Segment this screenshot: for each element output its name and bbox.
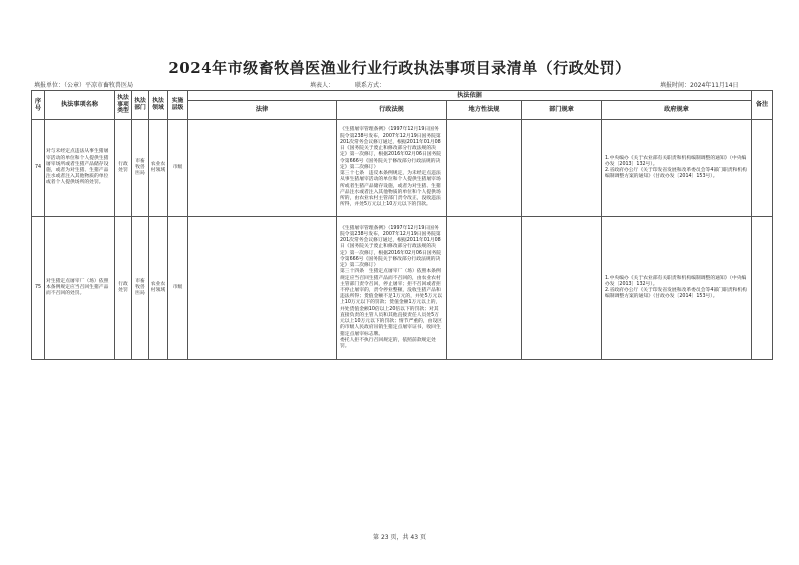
- admin-reg-article: 第三十七条 违反本条例规定，为未经定点违法从事生猪屠宰活动的单位和个人提供生猪屠宰场所或者生猪产品储存设施，或者为对生猪、生猪产品注水或者注入其他物质的单位和个人提供场所的，由农业农村主管部门责令改正，没收违法所得，并处5万元以上10万元以下的罚款。: [340, 171, 441, 208]
- row-remark: [752, 120, 773, 217]
- row-gov-rule: [602, 120, 752, 217]
- page-number: 第 23 页，共 43 页: [373, 534, 426, 541]
- admin-reg-note: 委托人拒不执行召回规定的，依照前款规定处罚。: [340, 337, 436, 350]
- header-gov-rule: 政府规章: [602, 101, 752, 120]
- header-local-reg: 地方性法规: [447, 101, 522, 120]
- report-date: 填报时间：2024年11月14日: [660, 82, 739, 89]
- row-name: 对生猪定点屠宰厂（场）依照本条例规定应当召回生猪产品而不召回的处罚。: [45, 217, 115, 360]
- admin-reg-source: 《生猪屠宰管理条例》（1997年12月19日国务院令第238号发布，2007年12月19日国务院第201次常务会议修订通过，根据2011年01月08日《国务院关于废止和修改部分行政法规的决定》第一次修订，根据2016年02月06日国务院令第666号《国务院关于修改部分行政法规的决定》第二次修订）: [340, 225, 442, 269]
- gov-rule-item: 2.省政府办公厅《关于印发省发展和改革委员会等4部门职责和机构编制调整方案的通知》（甘政办发〔2014〕153号）。: [605, 168, 747, 180]
- row-dept-rule: [522, 217, 602, 360]
- header-remark: 备注: [752, 91, 773, 120]
- contact-label: 联系方式：: [355, 82, 386, 89]
- enforcement-table: [31, 90, 773, 360]
- header-basis: 执法依据: [188, 91, 752, 101]
- filler-label: 填表人：: [310, 82, 335, 89]
- row-local-reg: [447, 217, 522, 360]
- header-dept: 执法部门: [132, 91, 149, 120]
- gov-rule-item: 2.省政府办公厅《关于印发省发展和改革委员会等4部门职责和机构编制调整方案的通知》（甘政办发〔2014〕153号）。: [605, 288, 747, 300]
- row-law: [188, 120, 337, 217]
- row-field: 农业农村领域: [149, 120, 168, 217]
- admin-reg-article: 第三十四条 生猪定点屠宰厂（场）依照本条例规定应当召回生猪产品而不召回的，由农业农村主管部门责令召回，停止屠宰；拒不召回或者拒不停止屠宰的，责令停业整顿，没收生猪产品和违法所得；货值金额不足1万元的，并处5万元以上10万元以下的罚款；货值金额1万元以上的，并处货值金额10倍以上20倍以下的罚款；对其直接负责的主管人员和其他直接责任人员处5万元以上10万元以下的罚款；情节严重的，由设区的市级人民政府吊销生猪定点屠宰证书，收回生猪定点屠宰标志牌。: [340, 269, 443, 337]
- header-field: 执法领域: [149, 91, 168, 120]
- row-level: 市级: [168, 217, 188, 360]
- row-seq: 75: [32, 217, 45, 360]
- row-admin-reg: [337, 217, 447, 360]
- row-seq: 74: [32, 120, 45, 217]
- row-dept: 市畜牧兽医局: [132, 217, 149, 360]
- header-seq: 序号: [32, 91, 45, 120]
- header-name: 执法事项名称: [45, 91, 115, 120]
- header-admin-reg: 行政法规: [337, 101, 447, 120]
- row-field: 农业农村领域: [149, 217, 168, 360]
- header-level: 实施层级: [168, 91, 188, 120]
- row-dept: 市畜牧兽医局: [132, 120, 149, 217]
- row-local-reg: [447, 120, 522, 217]
- document-title: 2024年市级畜牧兽医渔业行业行政执法事项目录清单（行政处罚）: [168, 59, 631, 77]
- table-row: [32, 217, 773, 360]
- row-dept-rule: [522, 120, 602, 217]
- row-type: 行政处罚: [115, 120, 132, 217]
- row-remark: [752, 217, 773, 360]
- table-row: [32, 120, 773, 217]
- admin-reg-source: 《生猪屠宰管理条例》（1997年12月19日国务院令第238号发布，2007年12月19日国务院第201次常务会议修订通过，根据2011年01月08日《国务院关于废止和修改部分行政法规的决定》第一次修订，根据2016年02月06日国务院令第666号《国务院关于修改部分行政法规的决定》第二次修订）: [340, 127, 442, 170]
- gov-rule-item: 1.中央编办《关于农业部有关职责和机构编制调整的通知》（中央编办发〔2013〕132号）。: [605, 275, 747, 287]
- header-dept-rule: 部门规章: [522, 101, 602, 120]
- row-type: 行政处罚: [115, 217, 132, 360]
- reporting-unit: 填报单位：（公章）平凉市畜牧兽医局: [34, 82, 134, 89]
- header-type: 执法事项类型: [115, 91, 132, 120]
- row-level: 市级: [168, 120, 188, 217]
- header-law: 法律: [188, 101, 337, 120]
- row-gov-rule: [602, 217, 752, 360]
- gov-rule-item: 1.中央编办《关于农业部有关职责和机构编制调整的通知》（中央编办发〔2013〕132号）。: [605, 155, 747, 167]
- row-name: 对与未经定点违法从事生猪屠宰活动的单位和个人提供生猪屠宰场所或者生猪产品储存设施，或者为对生猪、生猪产品注水或者注入其他物质的单位或者个人提供场所的处罚。: [45, 120, 115, 217]
- row-law: [188, 217, 337, 360]
- row-admin-reg: [337, 120, 447, 217]
